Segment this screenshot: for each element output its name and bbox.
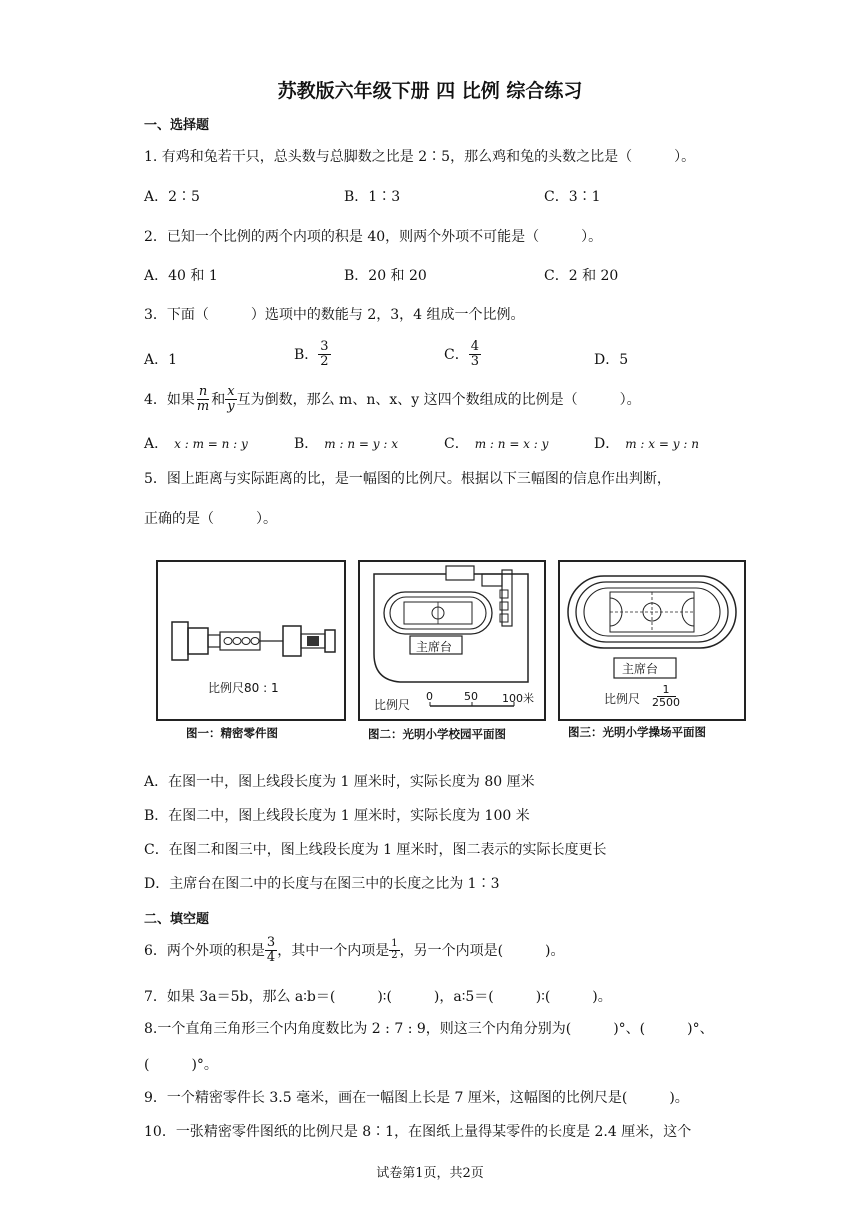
q3-option-a[interactable]: A．1 bbox=[144, 352, 178, 368]
question-3: 3．下面（ ）选项中的数能与 2，3，4 组成一个比例。 bbox=[144, 307, 525, 323]
figure-1-precision-part bbox=[156, 560, 346, 721]
q1-option-c[interactable]: C．3∶1 bbox=[544, 189, 601, 205]
q1-option-a[interactable]: A．2∶5 bbox=[144, 189, 200, 205]
figure-3-playground-plan bbox=[558, 560, 746, 721]
q3-option-b-label: B． bbox=[294, 347, 319, 364]
question-9: 9．一个精密零件长 3.5 毫米，画在一幅图上长是 7 厘米，这幅图的比例尺是( )。 bbox=[144, 1090, 689, 1106]
question-5-line-1: 5．图上距离与实际距离的比，是一幅图的比例尺。根据以下三幅图的信息作出判断， bbox=[144, 471, 671, 487]
figure-3-caption: 图三：光明小学操场平面图 bbox=[568, 725, 706, 739]
q3-option-b[interactable] bbox=[294, 340, 331, 368]
q5-option-b[interactable]: B．在图二中，图上线段长度为 1 厘米时，实际长度为 100 米 bbox=[144, 808, 530, 824]
question-6: 6．两个外项的积是 $\frac{3}{4}$ ，其中一个内项是 $\frac{1}{2}$ ，另一个内项是( )。 bbox=[144, 935, 565, 965]
q6-fraction-3-4: $\frac{3}{4}$ bbox=[266, 935, 276, 965]
figure-3-scale-label: 比例尺 bbox=[604, 692, 641, 706]
q5-option-c[interactable]: C．在图二和图三中，图上线段长度为 1 厘米时，图二表示的实际长度更长 bbox=[144, 842, 607, 858]
question-8-line-2: ( )°。 bbox=[144, 1057, 218, 1073]
figure-1-scale: 比例尺80 : 1 bbox=[208, 681, 279, 695]
figure-3-scale-fraction: 1 2500 bbox=[652, 683, 680, 710]
figure-2-campus-plan bbox=[358, 560, 546, 721]
q2-option-c[interactable]: C．2 和 20 bbox=[544, 268, 619, 284]
question-5-line-2: 正确的是（ ）。 bbox=[144, 511, 277, 527]
q3-option-b-fraction: $\frac{3}{2}$ bbox=[320, 339, 329, 369]
question-10: 10．一张精密零件图纸的比例尺是 8∶1，在图纸上量得某零件的长度是 2.4 厘米，这个 bbox=[144, 1124, 692, 1140]
figure-2-tick-100: 100米 bbox=[502, 692, 534, 705]
section-choice-heading: 一、选择题 bbox=[144, 118, 210, 133]
figure-2-stand-label: 主席台 bbox=[416, 640, 453, 654]
q3-option-c-fraction: $\frac{4}{3}$ bbox=[470, 339, 479, 369]
q3-option-c-label: C． bbox=[444, 347, 469, 364]
figure-2-scale-label: 比例尺 bbox=[374, 698, 411, 712]
q2-option-b[interactable]: B．20 和 20 bbox=[344, 268, 427, 284]
q4-option-d[interactable]: D． m : x = y : n bbox=[594, 436, 699, 452]
q3-option-c[interactable] bbox=[444, 340, 481, 368]
q3-option-d[interactable]: D．5 bbox=[594, 352, 629, 368]
q5-option-d[interactable]: D．主席台在图二中的长度与在图三中的长度之比为 1∶3 bbox=[144, 876, 500, 892]
q4-option-c[interactable]: C． m : n = x : y bbox=[444, 436, 549, 452]
q1-option-b[interactable]: B．1∶3 bbox=[344, 189, 401, 205]
question-8-line-1: 8.一个直角三角形三个内角度数比为 2 : 7 : 9，则这三个内角分别为( )°、( )°、 bbox=[144, 1021, 714, 1037]
q6-fraction-1-2: $\frac{1}{2}$ bbox=[391, 938, 398, 961]
figure-2-tick-0: 0 bbox=[426, 690, 433, 703]
figure-2-caption: 图二：光明小学校园平面图 bbox=[368, 727, 506, 741]
precision-part-drawing bbox=[158, 572, 344, 672]
question-4: 4．如果 $\frac{n}{m}$ 和 $\frac{x}{y}$ 互为倒数，那么 m、n、x、y 这四个数组成的比例是（ ）。 bbox=[144, 384, 641, 414]
figure-3-stand-label: 主席台 bbox=[622, 662, 659, 676]
question-2: 2．已知一个比例的两个内项的积是 40，则两个外项不可能是（ ）。 bbox=[144, 229, 603, 245]
page-footer: 试卷第1页，共2页 bbox=[376, 1166, 484, 1181]
q5-option-a[interactable]: A．在图一中，图上线段长度为 1 厘米时，实际长度为 80 厘米 bbox=[144, 774, 535, 790]
question-7: 7．如果 3a＝5b，那么 a∶b＝( )∶( )，a∶5＝( )∶( )。 bbox=[144, 989, 612, 1005]
page-title: 苏教版六年级下册 四 比例 综合练习 bbox=[277, 80, 583, 102]
question-1: 1. 有鸡和兔若干只，总头数与总脚数之比是 2∶5，那么鸡和兔的头数之比是（ ）。 bbox=[144, 149, 696, 165]
figure-1-caption: 图一：精密零件图 bbox=[186, 726, 278, 740]
figure-2-tick-50: 50 bbox=[464, 690, 478, 703]
section-fill-heading: 二、填空题 bbox=[144, 912, 210, 927]
q4-fraction-n-over-m: $\frac{n}{m}$ bbox=[196, 384, 210, 414]
q2-option-a[interactable]: A．40 和 1 bbox=[144, 268, 218, 284]
q4-fraction-x-over-y: $\frac{x}{y}$ bbox=[227, 384, 235, 414]
q4-option-b[interactable]: B． m : n = y : x bbox=[294, 436, 398, 452]
q4-option-a[interactable]: A． x : m = n : y bbox=[144, 436, 248, 452]
